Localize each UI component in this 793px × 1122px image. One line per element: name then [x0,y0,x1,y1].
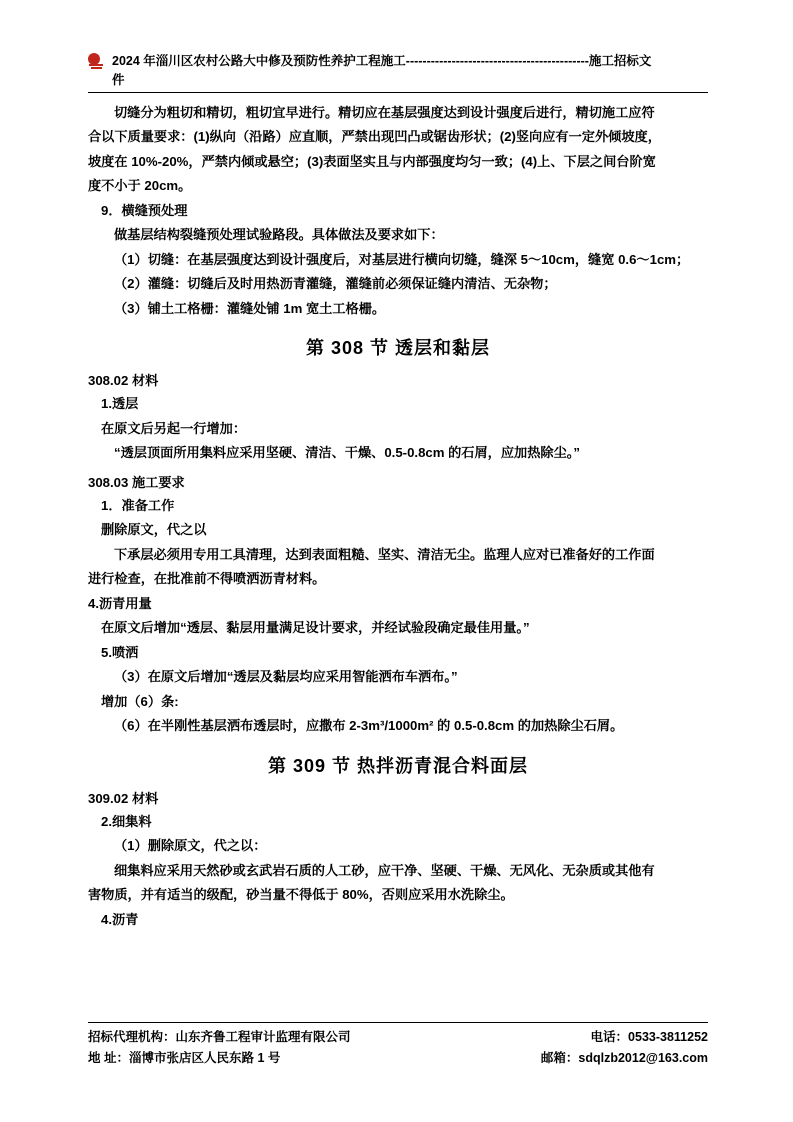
footer-email-label: 邮箱：sdqlzb2012@163.com [540,1051,708,1066]
item-308-03-1-text-line2: 进行检查，在批准前不得喷洒沥青材料。 [88,571,326,586]
item-308-03-1: 1．准备工作 [101,497,175,513]
footer-agency-label: 招标代理机构：山东齐鲁工程审计监理有限公司 [88,1030,351,1044]
item-308-03-5-3: （3）在原文后增加“透层及黏层均应采用智能洒布车洒布。” [114,669,458,684]
red-ball-streak-logo-icon [88,53,106,69]
item-308-03-1-delete-note: 删除原文，代之以 [101,522,207,537]
item-309-02-2-text-line2: 害物质，并有适当的级配，砂当量不得低于 80%，否则应采用水洗除尘。 [88,887,514,902]
item-309-02-2-text-line1: 细集料应采用天然砂或玄武岩石质的人工砂，应干净、坚硬、干燥、无风化、无杂质或其他有 [114,862,655,878]
subsection-308-02-heading: 308.02 材料 [88,373,159,388]
header-divider [88,92,708,93]
paragraph-cutting-seam-3: 坡度在 10%-20%，严禁内倾或悬空；(3)表面坚实且与内部强度均匀一致；(4)上、下层之间台阶宽 [88,153,656,169]
list-item-9-3: （3）铺土工格栅：灌缝处铺 1m 宽土工格栅。 [114,300,386,316]
footer-row-agency [88,1027,708,1048]
item-308-03-1-text-line1: 下承层必须用专用工具清理，达到表面粗糙、坚实、清洁无尘。监理人应对已准备好的工作面 [114,546,655,562]
page-footer [88,1022,708,1070]
paragraph-cutting-seam-1: 切缝分为粗切和精切，粗切宜早进行。精切应在基层强度达到设计强度后进行，精切施工应符 [114,104,655,120]
item-308-02-1-quote: “透层顶面所用集料应采用坚硬、清洁、干燥、0.5-0.8cm 的石屑，应加热除尘。” [114,445,580,460]
item-308-03-4: 4.沥青用量 [88,595,152,611]
paragraph-cutting-seam-2: 合以下质量要求：(1)纵向（沿路）应直顺，严禁出现凹凸或锯齿形状；(2)竖向应有一定外倾坡度， [88,129,661,144]
list-item-9-2: （2）灌缝：切缝后及时用热沥青灌缝，灌缝前必须保证缝内清洁、无杂物； [114,276,557,291]
item-308-02-1-addition-note: 在原文后另起一行增加： [101,420,247,436]
page-content [88,52,708,932]
page-header [88,52,708,90]
subsection-308-03-heading: 308.03 施工要求 [88,474,185,490]
list-item-9-description: 做基层结构裂缝预处理试验路段。具体做法及要求如下： [114,227,444,242]
list-item-9-title: 9．横缝预处理 [101,202,188,218]
item-309-02-2-1-delete-note: （1）删除原文，代之以： [114,838,267,853]
item-308-03-5: 5.喷洒 [101,644,139,660]
item-308-02-1: 1.透层 [101,396,139,411]
paragraph-cutting-seam-4: 度不小于 20cm。 [88,178,192,193]
section-308-title: 第 308 节 透层和黏层 [305,338,491,358]
list-item-9-1: （1）切缝：在基层强度达到设计强度后，对基层进行横向切缝，缝深 5～10cm，缝宽 0.6～1cm； [114,251,690,267]
section-309-title: 第 309 节 热拌沥青混合料面层 [267,755,529,776]
item-309-02-4: 4.沥青 [101,911,139,927]
footer-row-address [88,1048,708,1069]
subsection-309-02-heading: 309.02 材料 [88,790,159,806]
header-title-line1: 2024 年淄川区农村公路大中修及预防性养护工程施工--------------------------------------------施工招标文 [112,54,652,68]
item-308-03-4-addition: 在原文后增加“透层、黏层用量满足设计要求，并经试验段确定最佳用量。” [101,620,530,635]
footer-phone-label: 电话：0533-3811252 [590,1030,708,1044]
header-title-line2: 件 [112,72,125,87]
item-309-02-2: 2.细集料 [101,813,152,829]
footer-divider [88,1022,708,1023]
footer-address-label: 地 址：淄博市张店区人民东路 1 号 [88,1051,281,1066]
item-308-03-add-6-note: 增加（6）条: [101,693,179,709]
item-308-03-6: （6）在半刚性基层洒布透层时，应撒布 2-3m³/1000m² 的 0.5-0.8cm 的加热除尘石屑。 [114,718,624,733]
